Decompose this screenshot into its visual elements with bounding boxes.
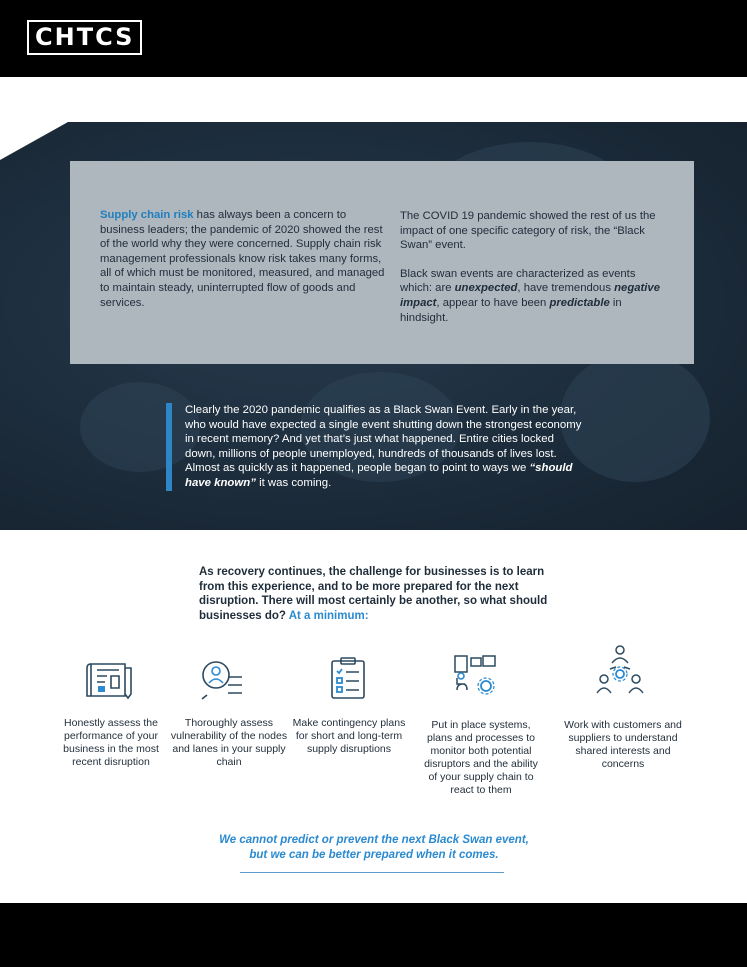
header-bar: [0, 0, 747, 77]
closing-statement: [190, 833, 558, 862]
lead-highlight: At a minimum:: [288, 609, 369, 622]
summary-highlight: Supply chain risk: [100, 209, 194, 221]
magnifier-person-icon: [198, 657, 246, 701]
emphasis-unexpected: unexpected: [454, 282, 518, 295]
clipboard-checklist-icon: [329, 656, 367, 700]
footer-bar: [0, 903, 747, 967]
lead-text: As recovery continues, the challenge for businesses is to learn from this experience, and to be more prepared for the next disruption. There will most certainly be another, so what should businesses do?: [199, 566, 548, 622]
team-network-icon: [596, 645, 644, 697]
step-label-contingency: Make contingency plans for short and long-term supply disruptions: [292, 717, 406, 755]
para2-text: , appear to have been: [436, 296, 550, 309]
step-label-collaborate: Work with customers and suppliers to understand shared interests and concerns: [564, 719, 682, 770]
summary-right-column: [400, 209, 670, 339]
step-label-assess-performance: Honestly assess the performance of your business in the most recent disruption: [63, 717, 159, 768]
divider-line: [240, 872, 504, 873]
summary-box: [70, 161, 694, 364]
systems-gear-icon: [453, 654, 501, 698]
step-label-systems: Put in place systems, plans and processes to monitor both potential disruptors and the ability of your supply chain to react to them: [424, 719, 538, 796]
emphasis-negative-impact: negative impact: [400, 282, 660, 309]
step-label-assess-vulnerability: Thoroughly assess vulnerability of the nodes and lanes in your supply chain: [170, 717, 288, 768]
para2-text: Black swan events are characterized as events which: are: [400, 267, 636, 295]
para2-text: , have tremendous: [517, 282, 615, 295]
closing-line-1: We cannot predict or prevent the next Black Swan event,: [219, 834, 529, 846]
closing-line-2: but we can be better prepared when it comes.: [249, 848, 499, 861]
lead-paragraph: [199, 565, 559, 623]
summary-left-column: [100, 208, 386, 310]
summary-left-text: has always been a concern to business leaders; the pandemic of 2020 showed the rest of the world why they were concerned. Supply chain risk management professionals know risk takes many forms, all of which must be monitored, measured, and managed to maintain steady, uninterrupted flow of goods and services.: [100, 209, 385, 309]
blueprint-icon: [85, 660, 135, 700]
pullquote: [166, 403, 586, 491]
pullquote-emphasis: “should have known”: [185, 462, 573, 489]
para2-text: in hindsight.: [400, 296, 622, 324]
summary-right-para2: [400, 267, 670, 325]
company-logo: CHTCS: [27, 20, 142, 55]
pullquote-tail: it was coming.: [255, 476, 332, 489]
emphasis-predictable: predictable: [549, 296, 610, 309]
summary-right-para1: The COVID 19 pandemic showed the rest of us the impact of one specific category of risk, the “Black Swan” event.: [400, 210, 656, 252]
pullquote-text: Clearly the 2020 pandemic qualifies as a Black Swan Event. Early in the year, who would have expected a single event shutting down the strongest economy in recent memory? And yet that’s just what happened. Entire cities locked down, millions of people unemployed, hundreds of thousands of lives lost. Almost as quickly as it happened, people began to point to ways we: [185, 404, 582, 475]
